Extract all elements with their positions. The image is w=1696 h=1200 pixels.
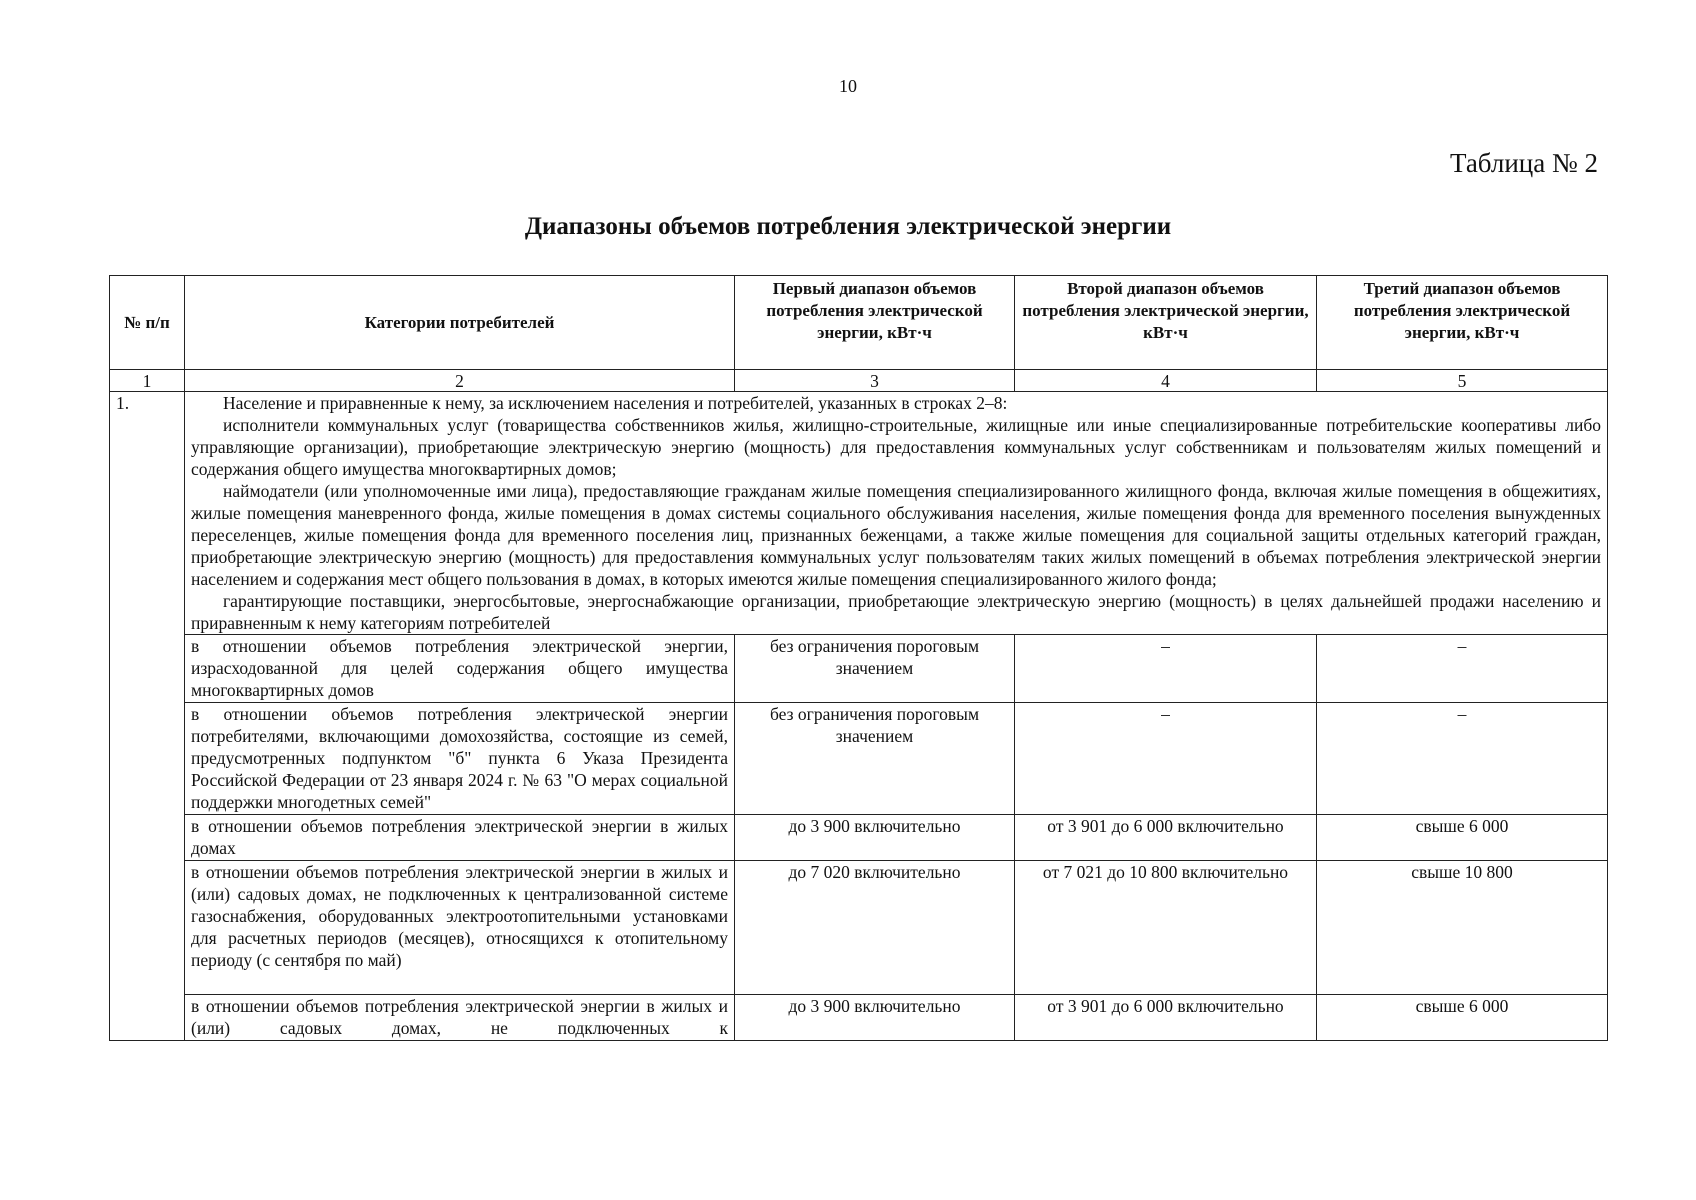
column-number: 3: [735, 370, 1015, 392]
category-cell: в отношении объемов потребления электрической энергии потребителями, включающими домохозяйства, состоящие из семей, предусмотренных подпунктом "б" пункта 6 Указа Президента Российской Федерации от 23 января 2024 г. № 63 "О мерах социальной поддержки многодетных семей": [185, 703, 735, 815]
header-range3: Третий диапазон объемов потребления электрической энергии, кВт·ч: [1317, 276, 1608, 370]
column-number-row: [110, 370, 1608, 392]
range2-cell: от 3 901 до 6 000 включительно: [1015, 995, 1317, 1041]
column-number: 4: [1015, 370, 1317, 392]
range3-cell: –: [1317, 635, 1608, 703]
range1-cell: без ограничения пороговым значением: [735, 703, 1015, 815]
category-cell: в отношении объемов потребления электрической энергии, израсходованной для целей содержания общего имущества многоквартирных домов: [185, 635, 735, 703]
range3-cell: свыше 6 000: [1317, 815, 1608, 861]
table-row: [110, 861, 1608, 995]
table-row: [110, 635, 1608, 703]
header-range1: Первый диапазон объемов потребления электрической энергии, кВт·ч: [735, 276, 1015, 370]
page-number: 10: [839, 76, 857, 96]
group-row: [110, 392, 1608, 635]
header-row: [110, 276, 1608, 370]
group-paragraph: Население и приравненные к нему, за исключением населения и потребителей, указанных в строках 2–8:: [223, 393, 1008, 413]
group-paragraph: гарантирующие поставщики, энергосбытовые, энергоснабжающие организации, приобретающие электрическую энергию (мощность) в целях дальнейшей продажи населению и приравненным к нему категориям потребителей: [191, 591, 1601, 633]
table-label: Таблица № 2: [1450, 148, 1598, 178]
range3-cell: свыше 6 000: [1317, 995, 1608, 1041]
row-number: 1.: [110, 392, 185, 1041]
group-paragraph: исполнители коммунальных услуг (товарищества собственников жилья, жилищно-строительные, жилищные или иные специализированные потребительские кооперативы либо управляющие организации), приобретающие электрическую энергию (мощность) для предоставления коммунальных услуг собственникам и пользователям жилых помещений и содержания общего имущества многоквартирных домов;: [191, 415, 1601, 479]
range2-cell: от 3 901 до 6 000 включительно: [1015, 815, 1317, 861]
range1-cell: до 3 900 включительно: [735, 815, 1015, 861]
category-cell: в отношении объемов потребления электрической энергии в жилых домах: [185, 815, 735, 861]
category-cell: в отношении объемов потребления электрической энергии в жилых и (или) садовых домах, не подключенных к централизованной системе газоснабжения, оборудованных электроотопительными установками для расчетных периодов (месяцев), относящихся к отопительному периоду (с сентября по май): [185, 861, 735, 995]
header-category: Категории потребителей: [185, 276, 735, 370]
range2-cell: –: [1015, 635, 1317, 703]
column-number: 2: [185, 370, 735, 392]
range3-cell: –: [1317, 703, 1608, 815]
table-row: [110, 995, 1608, 1041]
group-paragraph: наймодатели (или уполномоченные ими лица), предоставляющие гражданам жилые помещения специализированного жилищного фонда, включая жилые помещения в общежитиях, жилые помещения маневренного фонда, жилые помещения в домах системы социального обслуживания населения, жилые помещения фонда для временного поселения вынужденных переселенцев, жилые помещения фонда для временного поселения лиц, признанных беженцами, а также жилые помещения для социальной защиты отдельных категорий граждан, приобретающие электрическую энергию (мощность) для предоставления коммунальных услуг пользователям таких жилых помещений в объемах потребления электрической энергии населением и содержания мест общего пользования в домах, в которых имеются жилые помещения специализированного жилого фонда;: [191, 481, 1601, 589]
range1-cell: без ограничения пороговым значением: [735, 635, 1015, 703]
range1-cell: до 3 900 включительно: [735, 995, 1015, 1041]
header-num: № п/п: [110, 276, 185, 370]
column-number: 1: [110, 370, 185, 392]
range2-cell: от 7 021 до 10 800 включительно: [1015, 861, 1317, 995]
range2-cell: –: [1015, 703, 1317, 815]
column-number: 5: [1317, 370, 1608, 392]
range3-cell: свыше 10 800: [1317, 861, 1608, 995]
category-cell: в отношении объемов потребления электрической энергии в жилых и (или) садовых домах, не подключенных к: [185, 995, 735, 1041]
consumption-ranges-table: [109, 275, 1608, 1041]
group-description: [185, 392, 1608, 635]
header-range2: Второй диапазон объемов потребления электрической энергии, кВт·ч: [1015, 276, 1317, 370]
table-row: [110, 815, 1608, 861]
table-row: [110, 703, 1608, 815]
range1-cell: до 7 020 включительно: [735, 861, 1015, 995]
document-title: Диапазоны объемов потребления электрической энергии: [524, 213, 1172, 240]
